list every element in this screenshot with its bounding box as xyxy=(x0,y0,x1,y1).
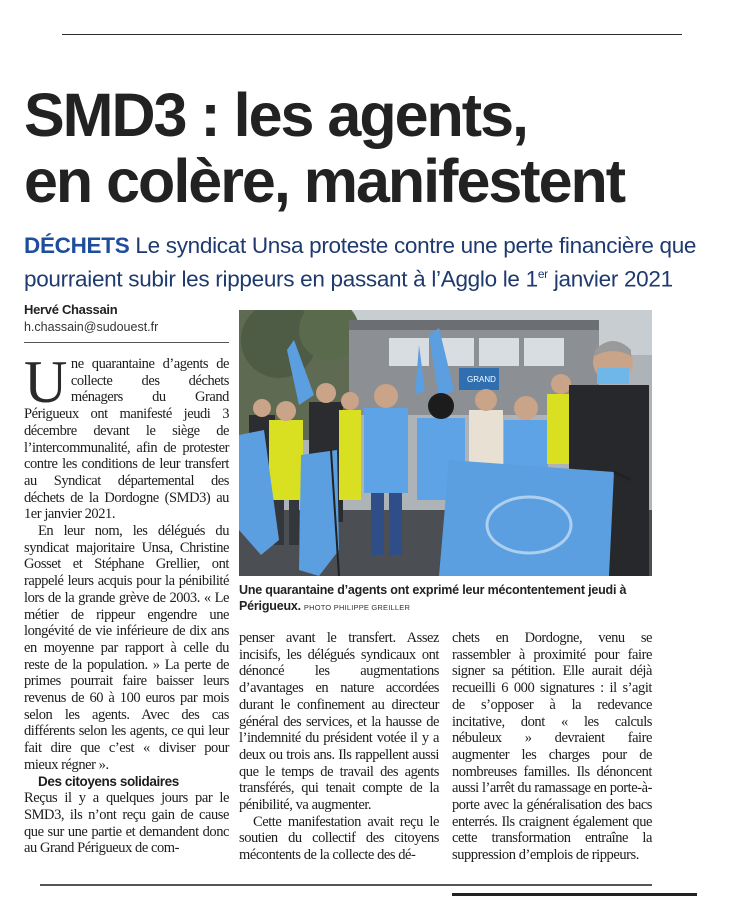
drop-cap: U xyxy=(24,349,67,415)
column-1 xyxy=(24,349,229,857)
top-rule xyxy=(62,34,682,35)
deck-superscript: er xyxy=(537,267,548,281)
paragraph-2: En leur nom, les délégués du syndicat majoritaire Unsa, Christine Gosset et Stéphane Grellier, ont rappelé leurs acquis pour la pénibilité lors de la grande grève de 2003. « Le métier de rippeur engendre une longévité de vie inférieure de dix ans en moyenne par rapport à celle du reste de la population. » La perte de primes pourrait faire baisser leurs revenus de 60 à 100 euros par mois selon les agents. Avec des cas différents selon les agents, ce qui leur fait dire que c’est « diviser pour mieux régner ». xyxy=(24,523,229,773)
byline xyxy=(24,302,158,334)
protest-photo-illustration xyxy=(239,310,652,576)
deck-line-1: Le syndicat Unsa proteste contre une perte financière que xyxy=(129,233,697,258)
paragraph-intro xyxy=(24,349,229,523)
author-email[interactable]: h.chassain@sudouest.fr xyxy=(24,320,159,334)
paragraph-3: Reçus il y a quelques jours par le SMD3, ils n’ont reçu gain de cause que sur une partie et demandent donc au Grand Périgueux de com- xyxy=(24,790,229,857)
section-kicker: DÉCHETS xyxy=(24,233,130,258)
headline-line-1: SMD3 : les agents, xyxy=(24,81,527,149)
deck-line-2-end: janvier 2021 xyxy=(547,266,673,292)
photo-credit: PHOTO PHILIPPE GREILLER xyxy=(303,603,411,612)
paragraph-intro-text: ne quarantaine d’agents de collecte des déchets ménagers du Grand Périgueux ont manifesté jeudi 3 décembre devant le siège de l’intercommunalité, afin de protester contre les conditions de leur transfert au Syndicat départemental des déchets de la Dordogne (SMD3) au 1er janvier 2021. xyxy=(24,356,229,523)
photo-caption xyxy=(239,582,652,616)
headline-line-2: en colère, manifestent xyxy=(24,147,625,215)
subheading: Des citoyens solidaires xyxy=(38,773,179,789)
paragraph-6: chets en Dordogne, venu se rassembler à proximité pour faire signer sa pétition. Elle aurait déjà recueilli 6 000 signatures : il s’agit de s’opposer à la redevance incitative, dont « les calculs nébuleux » devraient faire augmenter les charges pour de nombreuses familles. Ils dénoncent aussi l’arrêt du ramassage en porte-à-porte avec la généralisation des bacs enterrés. Ils craignent également que cette transformation entraîne la suppression d’emplois de rippeurs. xyxy=(452,630,652,864)
paragraph-4: penser avant le transfert. Assez incisifs, les délégués syndicaux ont dénoncé les augmentations d’avantages en nature accordées durant le confinement au directeur général des services, et la hausse de l’indemnité du président votée il y a deux ou trois ans. Ils rappellent aussi que le temps de travail des agents transférés, qui tenait compte de la pénibilité, va augmenter. xyxy=(239,630,439,814)
paragraph-5: Cette manifestation avait reçu le soutien du collectif des citoyens mécontents de la collecte des dé- xyxy=(239,813,439,864)
deck-line-2-start: pourraient subir les rippeurs en passant à l’Agglo le 1 xyxy=(24,266,538,292)
column-2 xyxy=(239,630,439,864)
building-sign-text: GRAND xyxy=(467,375,496,384)
deck xyxy=(24,232,724,294)
column-3 xyxy=(452,630,652,864)
article-photo xyxy=(239,310,652,576)
photo-caption-text: Une quarantaine d’agents ont exprimé leur mécontentement jeudi à Périgueux. xyxy=(239,583,627,613)
headline xyxy=(24,82,734,214)
bottom-rule xyxy=(40,884,652,886)
bottom-rule-accent xyxy=(452,893,697,896)
byline-rule xyxy=(24,342,229,343)
author-name: Hervé Chassain xyxy=(24,302,118,317)
